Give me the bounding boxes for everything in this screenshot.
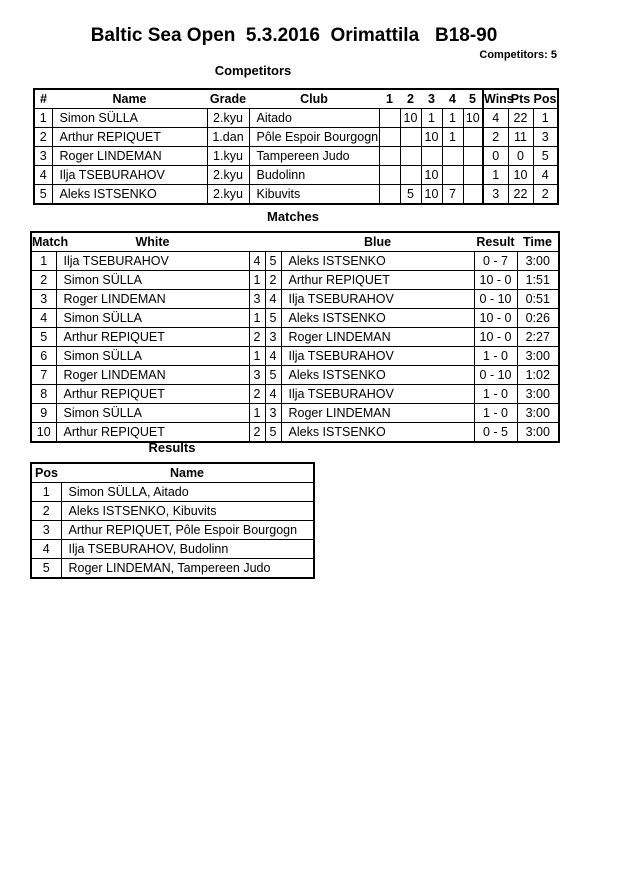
competitor-club: Pôle Espoir Bourgogn xyxy=(249,128,379,147)
blue-name: Aleks ISTSENKO xyxy=(281,309,474,328)
match-time: 0:26 xyxy=(517,309,559,328)
white-name: Simon SÜLLA xyxy=(56,271,249,290)
match-time: 1:51 xyxy=(517,271,559,290)
blue-name: Ilja TSEBURAHOV xyxy=(281,290,474,309)
col-opponent-2: 2 xyxy=(400,89,421,109)
col-wins: Wins xyxy=(483,89,508,109)
match-result: 10 - 0 xyxy=(474,328,517,347)
col-blue-number xyxy=(265,232,281,252)
competitor-name: Ilja TSEBURAHOV xyxy=(52,166,207,185)
final-name-club: Roger LINDEMAN, Tampereen Judo xyxy=(61,559,314,579)
table-row xyxy=(31,366,559,385)
score-vs-4: 1 xyxy=(442,128,463,147)
table-row xyxy=(31,328,559,347)
white-competitor-number: 3 xyxy=(249,366,265,385)
competitor-number: 4 xyxy=(34,166,52,185)
wins-value: 3 xyxy=(483,185,508,205)
competitor-grade: 2.kyu xyxy=(207,109,249,128)
col-result: Result xyxy=(474,232,517,252)
col-blue: Blue xyxy=(281,232,474,252)
results-table xyxy=(30,462,315,579)
white-name: Simon SÜLLA xyxy=(56,309,249,328)
table-row xyxy=(34,128,558,147)
match-number: 2 xyxy=(31,271,56,290)
competitor-number: 3 xyxy=(34,147,52,166)
matches-table-body xyxy=(31,252,559,443)
white-competitor-number: 1 xyxy=(249,271,265,290)
page-title: Baltic Sea Open 5.3.2016 Orimattila B18-90 xyxy=(90,25,498,46)
col-name: Name xyxy=(61,463,314,483)
score-vs-5 xyxy=(463,185,483,205)
pts-value: 11 xyxy=(508,128,533,147)
blue-name: Roger LINDEMAN xyxy=(281,328,474,347)
col-club: Club xyxy=(249,89,379,109)
match-number: 10 xyxy=(31,423,56,443)
blue-competitor-number: 4 xyxy=(265,347,281,366)
table-row xyxy=(31,559,314,579)
match-result: 0 - 5 xyxy=(474,423,517,443)
wins-value: 2 xyxy=(483,128,508,147)
col-pos: Pos xyxy=(31,463,61,483)
competitors-section-heading: Competitors xyxy=(214,63,292,78)
table-row xyxy=(31,290,559,309)
table-row xyxy=(31,252,559,271)
results-table-body xyxy=(31,483,314,579)
competitors-table-body xyxy=(34,109,558,205)
white-name: Roger LINDEMAN xyxy=(56,290,249,309)
blue-name: Aleks ISTSENKO xyxy=(281,366,474,385)
blue-name: Ilja TSEBURAHOV xyxy=(281,347,474,366)
blue-competitor-number: 5 xyxy=(265,366,281,385)
match-time: 3:00 xyxy=(517,423,559,443)
score-vs-4: 7 xyxy=(442,185,463,205)
white-name: Simon SÜLLA xyxy=(56,404,249,423)
col-white-number xyxy=(249,232,265,252)
table-row xyxy=(31,521,314,540)
score-vs-3 xyxy=(421,147,442,166)
table-row xyxy=(31,271,559,290)
score-vs-3: 10 xyxy=(421,185,442,205)
col-number: # xyxy=(34,89,52,109)
competitors-table-header xyxy=(34,89,558,109)
white-name: Simon SÜLLA xyxy=(56,347,249,366)
final-name-club: Ilja TSEBURAHOV, Budolinn xyxy=(61,540,314,559)
col-pts: Pts xyxy=(508,89,533,109)
white-competitor-number: 2 xyxy=(249,423,265,443)
match-time: 3:00 xyxy=(517,404,559,423)
match-result: 1 - 0 xyxy=(474,404,517,423)
table-row xyxy=(31,404,559,423)
header-row xyxy=(31,463,314,483)
white-name: Ilja TSEBURAHOV xyxy=(56,252,249,271)
score-vs-3: 10 xyxy=(421,166,442,185)
match-time: 1:02 xyxy=(517,366,559,385)
blue-competitor-number: 4 xyxy=(265,385,281,404)
blue-competitor-number: 5 xyxy=(265,423,281,443)
pts-value: 0 xyxy=(508,147,533,166)
white-competitor-number: 3 xyxy=(249,290,265,309)
pos-value: 3 xyxy=(533,128,558,147)
match-time: 0:51 xyxy=(517,290,559,309)
score-vs-4 xyxy=(442,147,463,166)
match-result: 1 - 0 xyxy=(474,385,517,404)
white-competitor-number: 1 xyxy=(249,347,265,366)
competitors-table xyxy=(33,88,559,205)
final-position: 5 xyxy=(31,559,61,579)
match-time: 3:00 xyxy=(517,347,559,366)
score-vs-1 xyxy=(379,147,400,166)
white-name: Roger LINDEMAN xyxy=(56,366,249,385)
competitor-name: Roger LINDEMAN xyxy=(52,147,207,166)
white-competitor-number: 2 xyxy=(249,385,265,404)
pts-value: 22 xyxy=(508,109,533,128)
score-vs-1 xyxy=(379,185,400,205)
pos-value: 1 xyxy=(533,109,558,128)
competitor-club: Budolinn xyxy=(249,166,379,185)
final-name-club: Arthur REPIQUET, Pôle Espoir Bourgogn xyxy=(61,521,314,540)
match-number: 5 xyxy=(31,328,56,347)
score-vs-1 xyxy=(379,128,400,147)
match-number: 6 xyxy=(31,347,56,366)
col-name: Name xyxy=(52,89,207,109)
col-white: White xyxy=(56,232,249,252)
col-match: Match xyxy=(31,232,56,252)
table-row xyxy=(31,347,559,366)
blue-name: Arthur REPIQUET xyxy=(281,271,474,290)
white-name: Arthur REPIQUET xyxy=(56,385,249,404)
match-time: 3:00 xyxy=(517,385,559,404)
match-number: 4 xyxy=(31,309,56,328)
table-row xyxy=(31,540,314,559)
wins-value: 1 xyxy=(483,166,508,185)
competitor-club: Aitado xyxy=(249,109,379,128)
final-name-club: Simon SÜLLA, Aitado xyxy=(61,483,314,502)
pos-value: 5 xyxy=(533,147,558,166)
competitor-name: Simon SÜLLA xyxy=(52,109,207,128)
final-position: 1 xyxy=(31,483,61,502)
match-number: 7 xyxy=(31,366,56,385)
score-vs-2 xyxy=(400,128,421,147)
match-number: 8 xyxy=(31,385,56,404)
score-vs-3: 10 xyxy=(421,128,442,147)
results-section-heading: Results xyxy=(148,440,196,455)
white-competitor-number: 2 xyxy=(249,328,265,347)
pos-value: 4 xyxy=(533,166,558,185)
pos-value: 2 xyxy=(533,185,558,205)
table-row xyxy=(31,483,314,502)
table-row xyxy=(31,309,559,328)
col-opponent-5: 5 xyxy=(463,89,483,109)
score-vs-5 xyxy=(463,166,483,185)
table-row xyxy=(31,385,559,404)
table-row xyxy=(34,185,558,205)
final-position: 2 xyxy=(31,502,61,521)
col-opponent-1: 1 xyxy=(379,89,400,109)
competitor-grade: 1.dan xyxy=(207,128,249,147)
match-result: 0 - 10 xyxy=(474,290,517,309)
score-vs-5: 10 xyxy=(463,109,483,128)
competitor-name: Arthur REPIQUET xyxy=(52,128,207,147)
pts-value: 22 xyxy=(508,185,533,205)
white-competitor-number: 1 xyxy=(249,309,265,328)
competitor-grade: 2.kyu xyxy=(207,166,249,185)
blue-competitor-number: 5 xyxy=(265,309,281,328)
competitor-grade: 2.kyu xyxy=(207,185,249,205)
match-result: 1 - 0 xyxy=(474,347,517,366)
score-vs-5 xyxy=(463,147,483,166)
competitor-number: 2 xyxy=(34,128,52,147)
competitor-club: Tampereen Judo xyxy=(249,147,379,166)
col-opponent-3: 3 xyxy=(421,89,442,109)
blue-name: Aleks ISTSENKO xyxy=(281,252,474,271)
blue-name: Roger LINDEMAN xyxy=(281,404,474,423)
score-vs-1 xyxy=(379,166,400,185)
col-pos: Pos xyxy=(533,89,558,109)
score-vs-2 xyxy=(400,166,421,185)
blue-competitor-number: 3 xyxy=(265,328,281,347)
final-position: 3 xyxy=(31,521,61,540)
match-result: 0 - 10 xyxy=(474,366,517,385)
header-row xyxy=(31,232,559,252)
matches-table-header xyxy=(31,232,559,252)
matches-table xyxy=(30,231,560,443)
competitor-club: Kibuvits xyxy=(249,185,379,205)
white-name: Arthur REPIQUET xyxy=(56,423,249,443)
blue-competitor-number: 5 xyxy=(265,252,281,271)
col-opponent-4: 4 xyxy=(442,89,463,109)
table-row xyxy=(31,423,559,443)
blue-name: Aleks ISTSENKO xyxy=(281,423,474,443)
score-vs-3: 1 xyxy=(421,109,442,128)
header-row xyxy=(34,89,558,109)
final-position: 4 xyxy=(31,540,61,559)
competitor-grade: 1.kyu xyxy=(207,147,249,166)
match-number: 3 xyxy=(31,290,56,309)
score-vs-1 xyxy=(379,109,400,128)
blue-competitor-number: 2 xyxy=(265,271,281,290)
table-row xyxy=(34,147,558,166)
final-name-club: Aleks ISTSENKO, Kibuvits xyxy=(61,502,314,521)
blue-competitor-number: 3 xyxy=(265,404,281,423)
match-result: 10 - 0 xyxy=(474,309,517,328)
blue-competitor-number: 4 xyxy=(265,290,281,309)
results-table-header xyxy=(31,463,314,483)
table-row xyxy=(34,109,558,128)
col-grade: Grade xyxy=(207,89,249,109)
match-result: 0 - 7 xyxy=(474,252,517,271)
competitor-name: Aleks ISTSENKO xyxy=(52,185,207,205)
wins-value: 0 xyxy=(483,147,508,166)
match-number: 1 xyxy=(31,252,56,271)
col-time: Time xyxy=(517,232,559,252)
score-vs-2: 10 xyxy=(400,109,421,128)
score-vs-2: 5 xyxy=(400,185,421,205)
match-number: 9 xyxy=(31,404,56,423)
table-row xyxy=(31,502,314,521)
white-competitor-number: 1 xyxy=(249,404,265,423)
score-vs-4 xyxy=(442,166,463,185)
match-time: 2:27 xyxy=(517,328,559,347)
matches-section-heading: Matches xyxy=(266,209,320,224)
competitors-count: Competitors: 5 xyxy=(479,49,557,61)
score-vs-4: 1 xyxy=(442,109,463,128)
match-time: 3:00 xyxy=(517,252,559,271)
competitor-number: 1 xyxy=(34,109,52,128)
match-result: 10 - 0 xyxy=(474,271,517,290)
score-vs-2 xyxy=(400,147,421,166)
blue-name: Ilja TSEBURAHOV xyxy=(281,385,474,404)
white-competitor-number: 4 xyxy=(249,252,265,271)
competitor-number: 5 xyxy=(34,185,52,205)
white-name: Arthur REPIQUET xyxy=(56,328,249,347)
pts-value: 10 xyxy=(508,166,533,185)
score-vs-5 xyxy=(463,128,483,147)
table-row xyxy=(34,166,558,185)
wins-value: 4 xyxy=(483,109,508,128)
